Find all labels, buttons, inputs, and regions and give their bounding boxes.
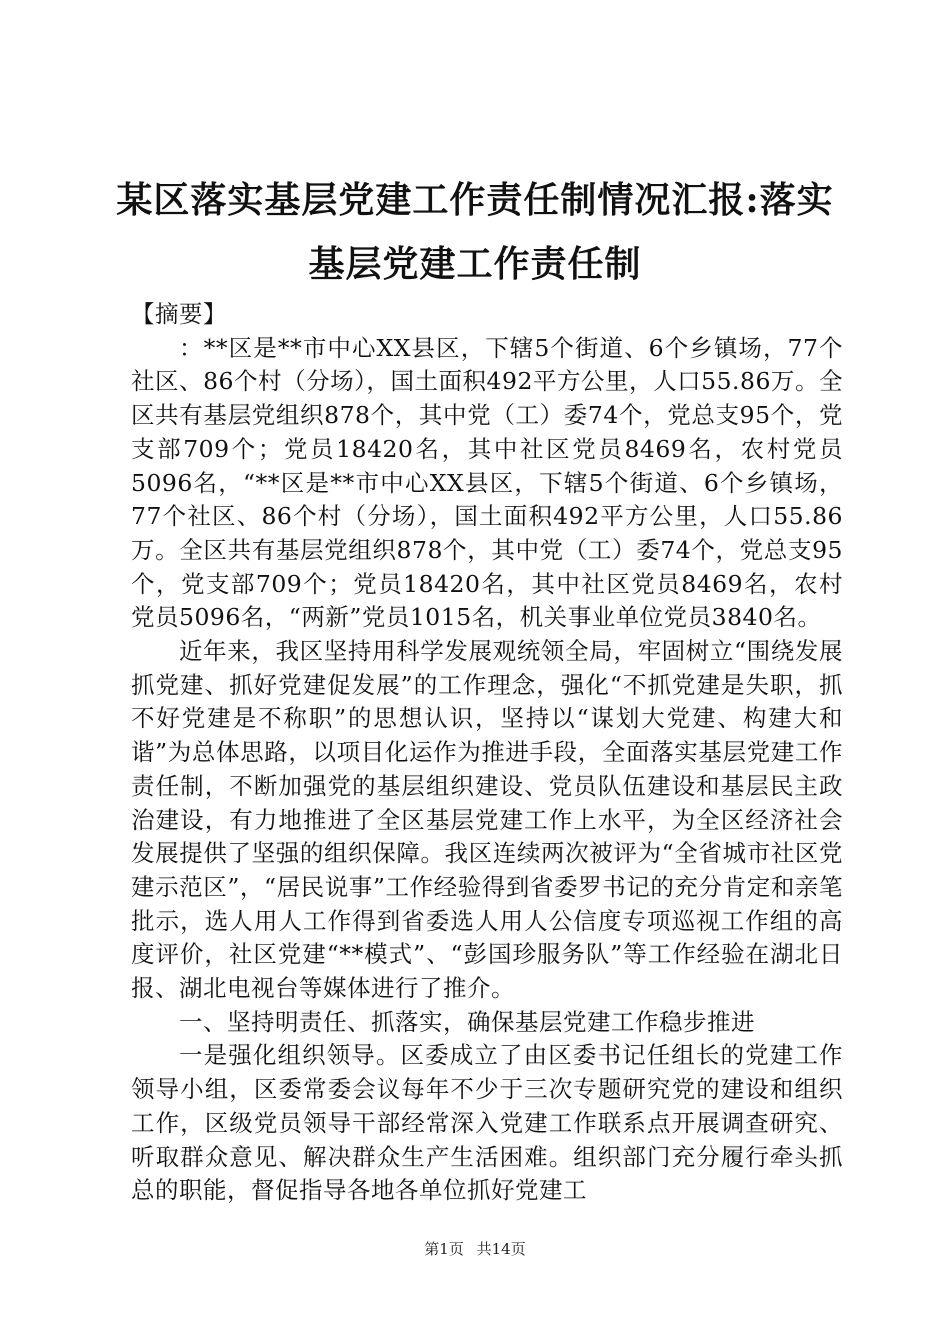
- paragraph-1: ：**区是**市中心XX县区，下辖5个街道、6个乡镇场，77个社区、86个村（分场），国土面积492平方公里，人口55.86万。全区共有基层党组织878个，其中党（工）委74个，党总支95个，党支部709个；党员18420名，其中社区党员8469名，农村党员5096名，“**区是**市中心XX县区，下辖5个街道、6个乡镇场，77个社区、86个村（分场），国土面积492平方公里，人口55.86万。全区共有基层党组织878个，其中党（工）委74个，党总支95个，党支部709个；党员18420名，其中社区党员8469名，农村党员5096名，“两新”党员1015名，机关事业单位党员3840名。: [131, 333, 843, 632]
- document-title: 某区落实基层党建工作责任制情况汇报:落实基层党建工作责任制: [116, 179, 834, 285]
- page-number: 第1页: [424, 1240, 464, 1258]
- page-total: 共14页: [476, 1240, 526, 1258]
- paragraph-2: 近年来，我区坚持用科学发展观统领全局，牢固树立“围绕发展抓党建、抓好党建促发展”的工作理念，强化“不抓党建是失职，抓不好党建是不称职”的思想认识，坚持以“谋划大党建、构建大和谐”为总体思路，以项目化运作为推进手段，全面落实基层党建工作责任制，不断加强党的基层组织建设、党员队伍建设和基层民主政治建设，有力地推进了全区基层党建工作上水平，为全区经济社会发展提供了坚强的组织保障。我区连续两次被评为“全省城市社区党建示范区”，“居民说事”工作经验得到省委罗书记的充分肯定和亲笔批示，选人用人工作得到省委选人用人公信度专项巡视工作组的高度评价，社区党建“**模式”、“彭国珍服务队”等工作经验在湖北日报、湖北电视台等媒体进行了推介。: [131, 637, 843, 1003]
- section-heading-1: 一、坚持明责任、抓落实，确保基层党建工作稳步推进: [179, 1007, 755, 1036]
- paragraph-3: 一是强化组织领导。区委成立了由区委书记任组长的党建工作领导小组，区委常委会议每年不少于三次专题研究党的建设和组织工作，区级党员领导干部经常深入党建工作联系点开展调查研究、听取群众意见、解决群众生产生活困难。组织部门充分履行牵头抓总的职能，督促指导各地各单位抓好党建工: [131, 1041, 843, 1205]
- abstract-label: 【摘要】: [131, 300, 227, 328]
- document-body: [131, 298, 843, 1208]
- page-footer: [0, 1238, 950, 1259]
